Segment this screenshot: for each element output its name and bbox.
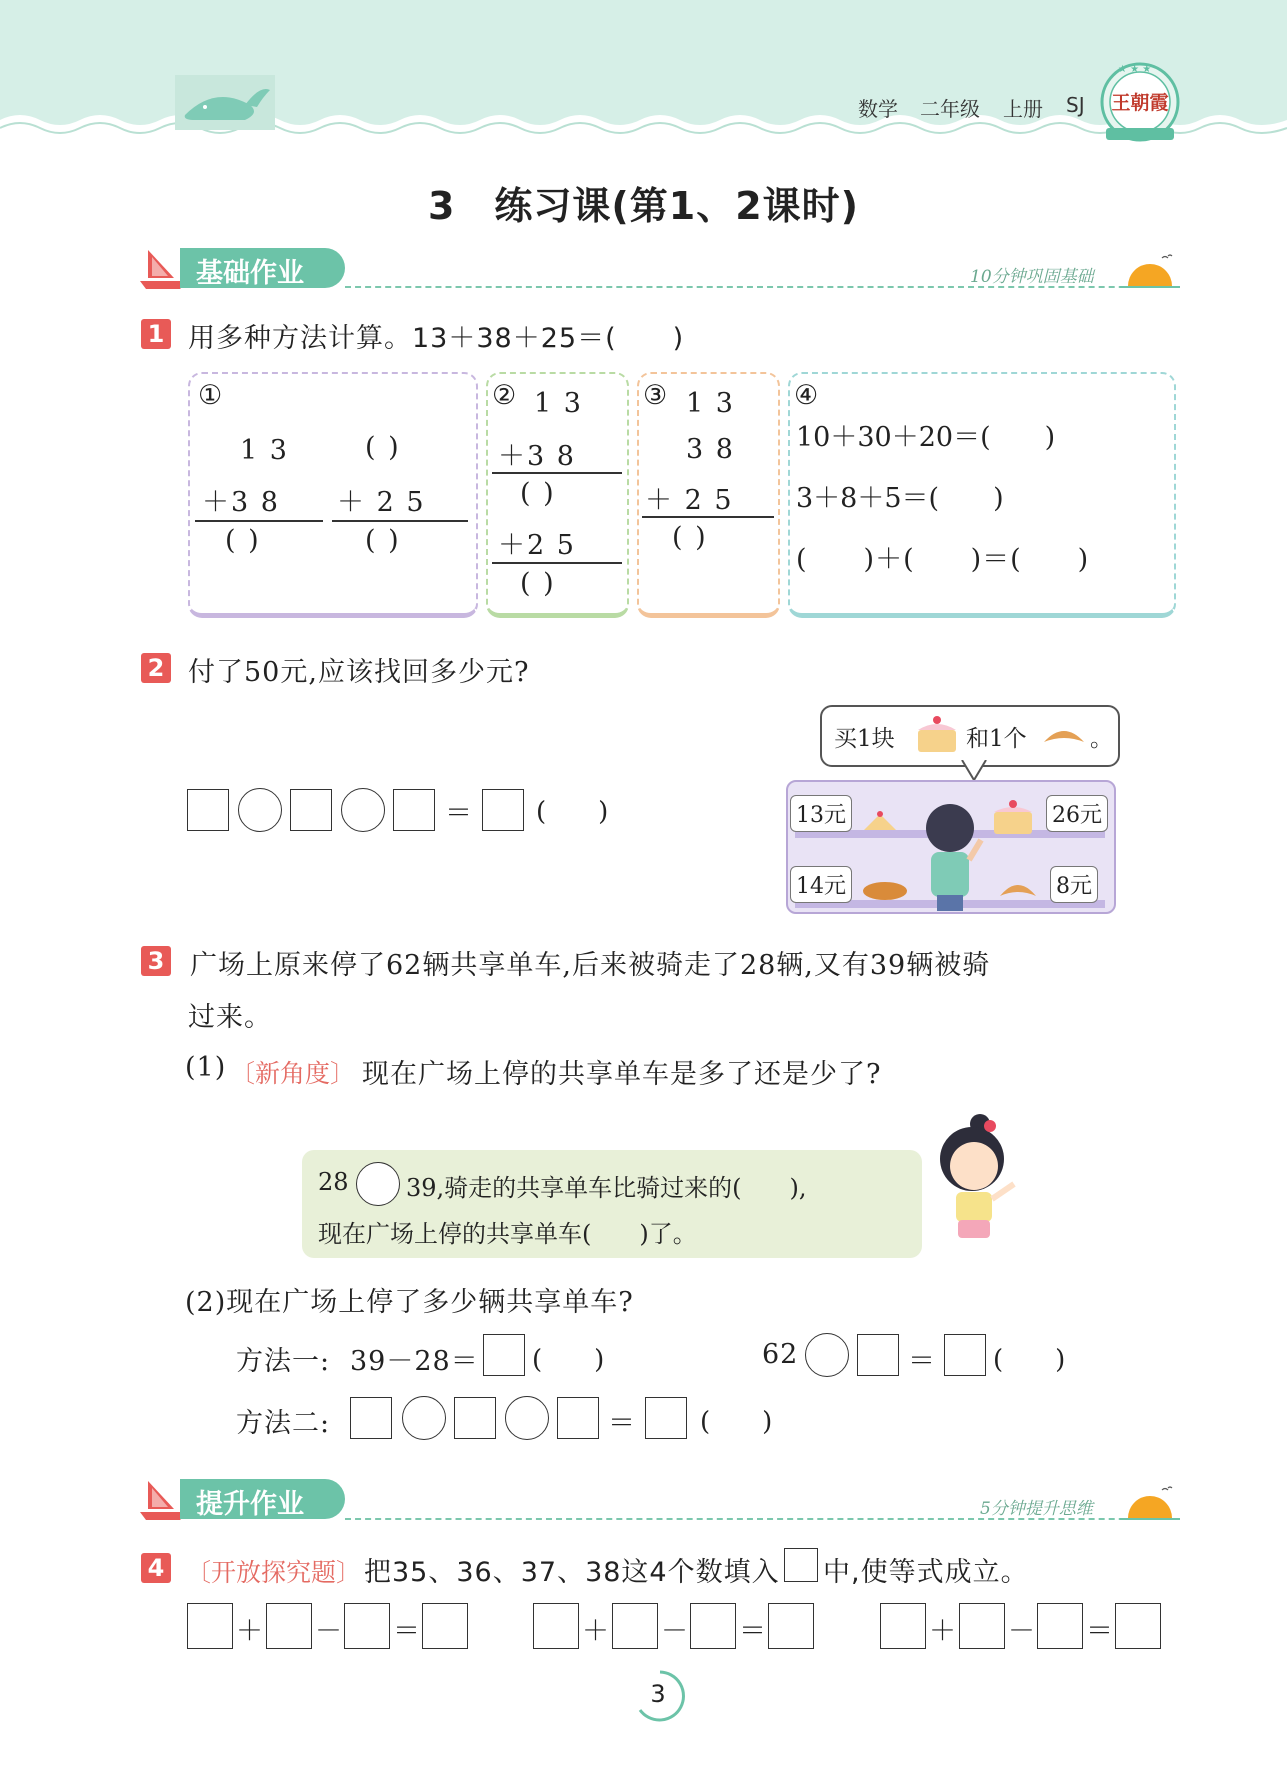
answer-box[interactable]: [690, 1603, 736, 1649]
answer-box[interactable]: [344, 1603, 390, 1649]
q4-text-a: 把35、36、37、38这4个数填入: [364, 1557, 780, 1588]
q3-bubble-line1: 39,骑走的共享单车比骑过来的( ),: [406, 1174, 807, 1202]
cake-icon: [990, 798, 1036, 836]
answer-box[interactable]: [533, 1603, 579, 1649]
croissant-icon: [1040, 716, 1088, 752]
answer-box[interactable]: [187, 789, 229, 831]
answer-box[interactable]: [959, 1603, 1005, 1649]
answer-box[interactable]: [1115, 1603, 1161, 1649]
sunrise-icon: [1120, 252, 1180, 292]
q3-method1b-paren: ( ): [993, 1345, 1066, 1375]
q4-number: 4: [141, 1553, 171, 1583]
answer-box[interactable]: [944, 1334, 986, 1376]
section-basic-sub: 10分钟巩固基础: [970, 267, 1094, 287]
operator-circle[interactable]: [505, 1396, 549, 1440]
q3-method2-paren: ( ): [700, 1407, 773, 1437]
answer-box[interactable]: [393, 789, 435, 831]
q1-p2-mark: ②: [492, 380, 519, 411]
q1-p1-line1: 1 3: [240, 435, 289, 466]
op-equals: ＝: [739, 1616, 767, 1647]
q4-open-tag: 〔开放探究题〕: [186, 1558, 362, 1587]
q3-part1-label: (1): [185, 1052, 227, 1083]
op-equals: ＝: [393, 1616, 421, 1647]
page-number: 3: [650, 1680, 666, 1708]
q1-p4-line1: 10＋30＋20＝( ): [796, 422, 1056, 453]
bread-icon: [860, 878, 910, 902]
header-subject: 数学: [858, 97, 898, 121]
answer-box[interactable]: [857, 1334, 899, 1376]
q3-method2-equals: ＝: [608, 1408, 636, 1439]
answer-box[interactable]: [187, 1603, 233, 1649]
op-plus: ＋: [582, 1616, 610, 1647]
whale-icon: [175, 75, 275, 130]
q1-p3-line2: 3 8: [686, 434, 735, 465]
q1-p2-line5: ( ): [520, 568, 556, 599]
op-minus: －: [1008, 1616, 1036, 1647]
answer-box[interactable]: [880, 1603, 926, 1649]
q3-number: 3: [141, 946, 171, 976]
q3-method2-label: 方法二:: [236, 1408, 331, 1439]
answer-box[interactable]: [1037, 1603, 1083, 1649]
q1-p3-line3: ＋ 2 5: [645, 485, 734, 516]
speech-bubble-tail: [960, 760, 990, 782]
page-title: 3 练习课(第1、2课时): [427, 184, 860, 228]
answer-box[interactable]: [482, 789, 524, 831]
q1-p4-mark: ④: [794, 380, 821, 411]
op-plus: ＋: [236, 1616, 264, 1647]
section-advanced-sub: 5分钟提升思维: [980, 1499, 1093, 1519]
answer-box[interactable]: [290, 789, 332, 831]
q1-p3-rule: [642, 516, 774, 518]
op-minus: －: [661, 1616, 689, 1647]
q3-part2-text: (2)现在广场上停了多少辆共享单车?: [185, 1287, 634, 1318]
operator-circle[interactable]: [402, 1396, 446, 1440]
boy-illustration: [915, 800, 985, 912]
answer-box[interactable]: [422, 1603, 468, 1649]
price-tag: 26元: [1046, 795, 1108, 832]
price-tag: 8元: [1050, 866, 1098, 903]
bubble-text-b: 和1个: [966, 726, 1027, 752]
answer-box[interactable]: [612, 1603, 658, 1649]
q1-p2-rule-2: [492, 562, 622, 564]
q1-p1-rule-left: [195, 520, 323, 522]
header-edition: SJ: [1066, 93, 1085, 117]
q1-p3-line4: ( ): [672, 522, 708, 553]
answer-box[interactable]: [557, 1397, 599, 1439]
brand-logo: [1100, 58, 1180, 146]
q1-p1-answer-right: ( ): [365, 525, 401, 556]
header-grade: 二年级: [920, 97, 980, 121]
op-plus: ＋: [929, 1616, 957, 1647]
answer-box[interactable]: [768, 1603, 814, 1649]
cake-icon: [912, 710, 962, 758]
q3-line2: 过来。: [188, 1002, 272, 1033]
q1-p1-rule-right: [332, 520, 468, 522]
q3-method1b-equals: ＝: [908, 1346, 936, 1377]
q3-bubble-28: 28: [318, 1168, 349, 1196]
q3-new-angle-tag: 〔新角度〕: [230, 1059, 356, 1088]
q1-number: 1: [141, 319, 171, 349]
cake-slice-icon: [860, 808, 900, 834]
q1-p3-line1: 1 3: [686, 388, 735, 419]
operator-circle[interactable]: [805, 1333, 849, 1377]
inline-box-icon: [784, 1548, 818, 1582]
q1-p4-line3: ( )＋( )＝( ): [796, 544, 1090, 575]
section-advanced-label: 提升作业: [196, 1489, 304, 1520]
q1-p1-mark: ①: [198, 380, 225, 411]
answer-box[interactable]: [645, 1397, 687, 1439]
brand-name: 王朝霞: [1111, 92, 1169, 114]
q3-method1-expr: 39－28＝: [350, 1346, 479, 1377]
croissant-icon: [996, 872, 1040, 902]
q1-text: 用多种方法计算。13＋38＋25＝( ): [188, 323, 685, 354]
q1-p1-right-1: ( ): [365, 432, 401, 463]
q1-p1-right-2: ＋ 2 5: [337, 487, 426, 518]
op-equals: ＝: [1086, 1616, 1114, 1647]
q3-part1-text: 现在广场上停的共享单车是多了还是少了?: [362, 1059, 882, 1090]
q3-method1-paren: ( ): [532, 1345, 605, 1375]
price-tag: 13元: [790, 795, 852, 832]
answer-box[interactable]: [483, 1334, 525, 1376]
q3-bubble-line2: 现在广场上停的共享单车( )了。: [318, 1220, 697, 1248]
q1-p2-line1: 1 3: [534, 388, 583, 419]
bubble-text-c: 。: [1090, 726, 1113, 752]
operator-circle[interactable]: [341, 788, 385, 832]
q3-method1b-62: 62: [762, 1339, 799, 1370]
q1-p1-answer-left: ( ): [225, 525, 261, 556]
q3-method1-label: 方法一:: [236, 1346, 331, 1377]
q2-number: 2: [141, 653, 171, 683]
q1-p4-line2: 3＋8＋5＝( ): [796, 483, 1004, 514]
operator-circle[interactable]: [238, 788, 282, 832]
sunrise-icon: [1120, 1484, 1180, 1524]
q3-line1: 广场上原来停了62辆共享单车,后来被骑走了28辆,又有39辆被骑: [190, 950, 991, 981]
answer-box[interactable]: [454, 1397, 496, 1439]
svg-text:★ ★ ★: ★ ★ ★: [1118, 64, 1152, 75]
bubble-text-a: 买1块: [834, 726, 895, 752]
operator-circle[interactable]: [356, 1162, 400, 1206]
header-volume: 上册: [1003, 97, 1043, 121]
op-minus: －: [315, 1616, 343, 1647]
q4-text-b: 中,使等式成立。: [823, 1557, 1029, 1588]
q1-p2-line2: ＋3 8: [498, 441, 576, 472]
q1-p2-line4: ＋2 5: [498, 530, 576, 561]
q1-p2-rule-1: [492, 472, 622, 474]
q2-equals: ＝: [445, 798, 473, 829]
q1-p2-line3: ( ): [520, 478, 556, 509]
q2-text: 付了50元,应该找回多少元?: [188, 657, 530, 688]
q1-p1-line2: ＋3 8: [202, 487, 280, 518]
price-tag: 14元: [790, 866, 852, 903]
section-basic-label: 基础作业: [196, 258, 304, 289]
answer-box[interactable]: [266, 1603, 312, 1649]
girl-illustration: [930, 1104, 1020, 1244]
q1-p3-mark: ③: [643, 380, 670, 411]
q2-unit-paren: ( ): [536, 797, 609, 827]
answer-box[interactable]: [350, 1397, 392, 1439]
